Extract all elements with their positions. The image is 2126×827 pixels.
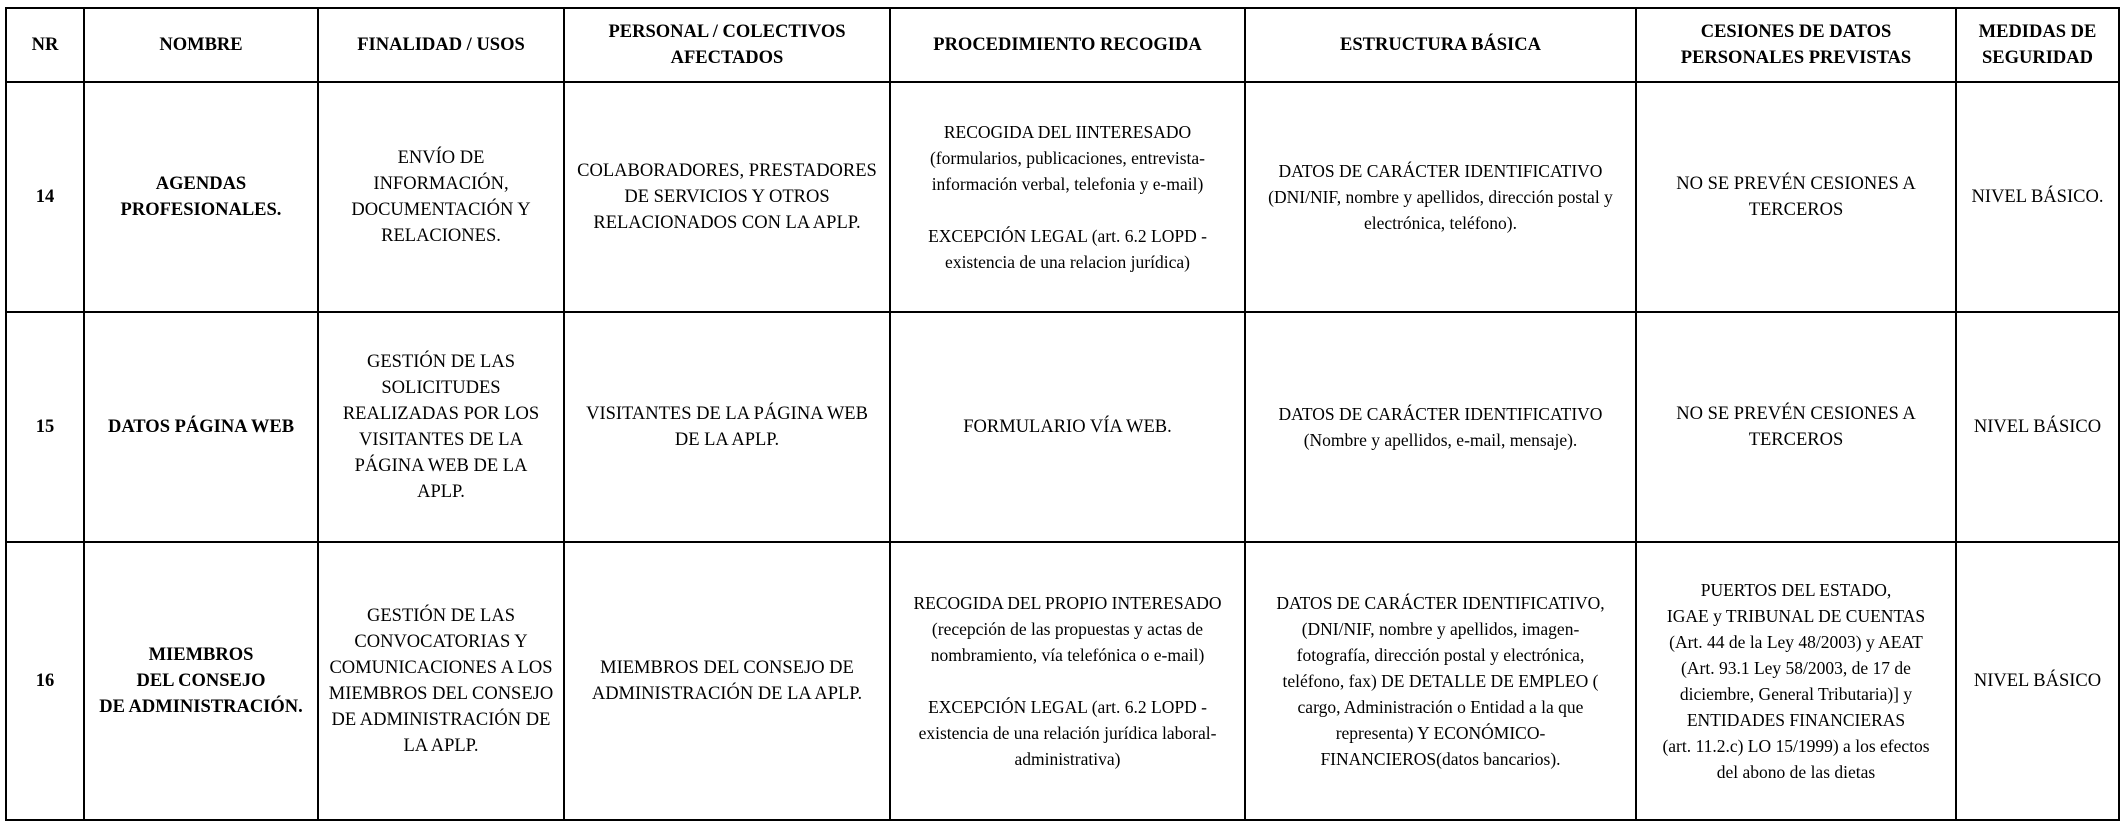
- cell-nr: 14: [6, 82, 84, 312]
- header-nr: NR: [6, 8, 84, 82]
- cell-nr: 16: [6, 542, 84, 820]
- table-row: [6, 312, 2119, 542]
- cell-finalidad: ENVÍO DE INFORMACIÓN, DOCUMENTACIÓN Y RELACIONES.: [318, 82, 564, 312]
- cell-procedimiento: RECOGIDA DEL IINTERESADO (formularios, publicaciones, entrevista- información verbal, telefonia y e-mail) EXCEPCIÓN LEGAL (art. 6.2 LOPD - existencia de una relacion jurídica): [890, 82, 1245, 312]
- cell-personal: COLABORADORES, PRESTADORES DE SERVICIOS Y OTROS RELACIONADOS CON LA APLP.: [564, 82, 890, 312]
- document-page: [5, 7, 2120, 821]
- cell-finalidad: GESTIÓN DE LAS CONVOCATORIAS Y COMUNICACIONES A LOS MIEMBROS DEL CONSEJO DE ADMINISTRACIÓN DE LA APLP.: [318, 542, 564, 820]
- header-nombre: NOMBRE: [84, 8, 318, 82]
- header-finalidad: FINALIDAD / USOS: [318, 8, 564, 82]
- header-medidas: MEDIDAS DE SEGURIDAD: [1956, 8, 2119, 82]
- cell-procedimiento: RECOGIDA DEL PROPIO INTERESADO (recepción de las propuestas y actas de nombramiento, vía telefónica o e-mail) EXCEPCIÓN LEGAL (art. 6.2 LOPD - existencia de una relación jurídica laboral- administrativa): [890, 542, 1245, 820]
- cell-nombre: DATOS PÁGINA WEB: [84, 312, 318, 542]
- cell-cesiones: NO SE PREVÉN CESIONES A TERCEROS: [1636, 312, 1956, 542]
- header-row: [6, 8, 2119, 82]
- cell-procedimiento: FORMULARIO VÍA WEB.: [890, 312, 1245, 542]
- cell-nr: 15: [6, 312, 84, 542]
- cell-personal: MIEMBROS DEL CONSEJO DE ADMINISTRACIÓN DE LA APLP.: [564, 542, 890, 820]
- header-personal: PERSONAL / COLECTIVOS AFECTADOS: [564, 8, 890, 82]
- data-files-table: [5, 7, 2120, 821]
- table-row: [6, 82, 2119, 312]
- cell-finalidad: GESTIÓN DE LAS SOLICITUDES REALIZADAS POR LOS VISITANTES DE LA PÁGINA WEB DE LA APLP.: [318, 312, 564, 542]
- header-estructura: ESTRUCTURA BÁSICA: [1245, 8, 1636, 82]
- cell-medidas: NIVEL BÁSICO: [1956, 542, 2119, 820]
- cell-cesiones: PUERTOS DEL ESTADO, IGAE y TRIBUNAL DE CUENTAS (Art. 44 de la Ley 48/2003) y AEAT (Art. 93.1 Ley 58/2003, de 17 de diciembre, General Tributaria)] y ENTIDADES FINANCIERAS (art. 11.2.c) LO 15/1999) a los efectos del abono de las dietas: [1636, 542, 1956, 820]
- cell-estructura: DATOS DE CARÁCTER IDENTIFICATIVO (Nombre y apellidos, e-mail, mensaje).: [1245, 312, 1636, 542]
- cell-nombre: AGENDAS PROFESIONALES.: [84, 82, 318, 312]
- cell-nombre: MIEMBROS DEL CONSEJO DE ADMINISTRACIÓN.: [84, 542, 318, 820]
- header-procedimiento: PROCEDIMIENTO RECOGIDA: [890, 8, 1245, 82]
- cell-cesiones: NO SE PREVÉN CESIONES A TERCEROS: [1636, 82, 1956, 312]
- cell-estructura: DATOS DE CARÁCTER IDENTIFICATIVO (DNI/NIF, nombre y apellidos, dirección postal y electrónica, teléfono).: [1245, 82, 1636, 312]
- cell-medidas: NIVEL BÁSICO: [1956, 312, 2119, 542]
- table-row: [6, 542, 2119, 820]
- header-cesiones: CESIONES DE DATOS PERSONALES PREVISTAS: [1636, 8, 1956, 82]
- cell-personal: VISITANTES DE LA PÁGINA WEB DE LA APLP.: [564, 312, 890, 542]
- cell-medidas: NIVEL BÁSICO.: [1956, 82, 2119, 312]
- cell-estructura: DATOS DE CARÁCTER IDENTIFICATIVO, (DNI/NIF, nombre y apellidos, imagen- fotografía, dirección postal y electrónica, teléfono, fax) DE DETALLE DE EMPLEO ( cargo, Administración o Entidad a la que representa) Y ECONÓMICO- FINANCIEROS(datos bancarios).: [1245, 542, 1636, 820]
